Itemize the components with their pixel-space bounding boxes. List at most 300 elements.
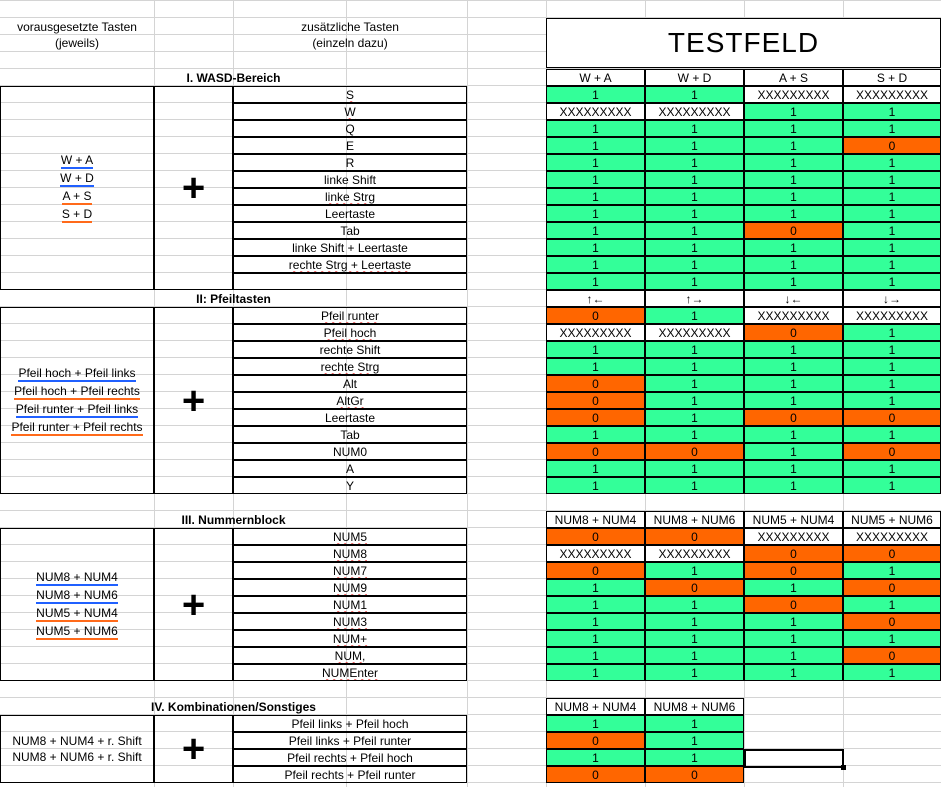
test-result-cell[interactable] bbox=[546, 392, 645, 409]
cell-text: ↓← bbox=[784, 291, 803, 306]
test-result-cell[interactable] bbox=[645, 324, 744, 341]
test-result-cell[interactable] bbox=[744, 358, 843, 375]
test-result-cell[interactable] bbox=[645, 579, 744, 596]
cell-text: NUM8 + NUM6 bbox=[653, 699, 736, 714]
cell-text: A bbox=[345, 461, 354, 476]
additional-key-cell bbox=[233, 137, 467, 154]
cell-text: NUMEnter bbox=[321, 665, 378, 680]
test-result-cell[interactable] bbox=[843, 239, 941, 256]
test-column-header bbox=[546, 290, 645, 307]
cell-text: zusätzliche Tasten bbox=[301, 20, 399, 34]
test-result-cell[interactable] bbox=[744, 409, 843, 426]
test-result-cell[interactable] bbox=[744, 477, 843, 494]
test-result-cell[interactable] bbox=[546, 715, 645, 732]
test-result-cell[interactable] bbox=[546, 256, 645, 273]
test-result-cell[interactable] bbox=[546, 154, 645, 171]
cell-text: 0 bbox=[790, 410, 797, 425]
test-result-cell[interactable] bbox=[645, 545, 744, 562]
test-result-cell[interactable] bbox=[843, 222, 941, 239]
test-result-cell[interactable] bbox=[843, 103, 941, 120]
test-result-cell[interactable] bbox=[645, 307, 744, 324]
cell-text: NUM8 + NUM4 bbox=[554, 699, 637, 714]
test-result-cell[interactable] bbox=[645, 375, 744, 392]
cell-text: W + D bbox=[677, 70, 712, 85]
cell-text: 1 bbox=[790, 665, 797, 680]
cell-text: 0 bbox=[888, 546, 896, 561]
cell-text: 1 bbox=[592, 87, 599, 102]
cell-text: linke Shift bbox=[323, 172, 377, 187]
cell-text: NUM5 + NUM4 bbox=[36, 605, 118, 620]
additional-key-cell bbox=[233, 103, 467, 120]
test-result-cell[interactable] bbox=[744, 392, 843, 409]
test-result-cell[interactable] bbox=[744, 205, 843, 222]
cell-text: 1 bbox=[592, 223, 599, 238]
test-result-cell[interactable] bbox=[843, 171, 941, 188]
cell-text: 1 bbox=[691, 206, 698, 221]
test-result-cell[interactable] bbox=[546, 732, 645, 749]
fill-handle[interactable] bbox=[841, 765, 846, 770]
additional-key-cell bbox=[233, 409, 467, 426]
test-result-cell[interactable] bbox=[546, 188, 645, 205]
test-result-cell[interactable] bbox=[645, 715, 744, 732]
test-result-cell[interactable] bbox=[843, 256, 941, 273]
cell-text: vorausgesetzte Tasten bbox=[17, 20, 137, 34]
cell-text: ↑← bbox=[586, 291, 605, 306]
test-result-cell[interactable] bbox=[546, 239, 645, 256]
test-result-cell[interactable] bbox=[546, 477, 645, 494]
cell-text: 1 bbox=[691, 563, 698, 578]
cell-text: 1 bbox=[790, 614, 797, 629]
test-result-cell[interactable] bbox=[546, 579, 645, 596]
cell-text: 1 bbox=[691, 750, 698, 765]
test-result-cell[interactable] bbox=[546, 205, 645, 222]
additional-key-cell bbox=[233, 154, 467, 171]
cell-text: XXXXXXXXX bbox=[559, 104, 632, 119]
test-result-cell[interactable] bbox=[546, 137, 645, 154]
test-result-cell[interactable] bbox=[546, 409, 645, 426]
test-result-cell[interactable] bbox=[546, 613, 645, 630]
test-result-cell[interactable] bbox=[645, 358, 744, 375]
prerequisite-keys-box bbox=[0, 715, 154, 783]
cell-text: XXXXXXXXX bbox=[658, 325, 731, 340]
test-result-cell[interactable] bbox=[843, 409, 941, 426]
test-result-cell[interactable] bbox=[744, 103, 843, 120]
cell-text: W + A bbox=[579, 70, 612, 85]
test-result-cell[interactable] bbox=[645, 460, 744, 477]
test-result-cell[interactable] bbox=[546, 358, 645, 375]
cell-text: 1 bbox=[888, 274, 896, 289]
cell-text: XXXXXXXXX bbox=[559, 546, 632, 561]
cell-text: 1 bbox=[691, 376, 698, 391]
test-result-cell[interactable] bbox=[645, 613, 744, 630]
test-result-cell[interactable] bbox=[546, 324, 645, 341]
test-result-cell[interactable] bbox=[546, 426, 645, 443]
test-column-header bbox=[645, 69, 744, 86]
test-result-cell[interactable] bbox=[843, 120, 941, 137]
test-result-cell[interactable] bbox=[645, 477, 744, 494]
cell-text: 0 bbox=[790, 597, 797, 612]
cell-text: rechte Strg bbox=[320, 359, 380, 374]
additional-key-cell bbox=[233, 273, 467, 290]
test-result-cell[interactable] bbox=[744, 171, 843, 188]
cell-text: 0 bbox=[691, 529, 698, 544]
test-column-header bbox=[744, 290, 843, 307]
cell-text: 1 bbox=[691, 478, 698, 493]
cell-text: 0 bbox=[592, 563, 599, 578]
test-result-cell[interactable] bbox=[744, 579, 843, 596]
test-result-cell[interactable] bbox=[744, 120, 843, 137]
test-result-cell[interactable] bbox=[744, 375, 843, 392]
cell-text: NUM8 bbox=[332, 546, 367, 561]
test-result-cell[interactable] bbox=[744, 137, 843, 154]
test-result-cell[interactable] bbox=[546, 528, 645, 545]
test-result-cell[interactable] bbox=[843, 477, 941, 494]
test-result-cell[interactable] bbox=[546, 630, 645, 647]
additional-key-cell bbox=[233, 596, 467, 613]
test-result-cell[interactable] bbox=[843, 188, 941, 205]
cell-text: 1 bbox=[790, 580, 797, 595]
test-result-cell[interactable] bbox=[843, 205, 941, 222]
test-result-cell[interactable] bbox=[744, 239, 843, 256]
cell-text: Pfeil rechts + Pfeil hoch bbox=[287, 750, 413, 765]
cell-text: 1 bbox=[888, 189, 896, 204]
cell-text: 0 bbox=[592, 529, 599, 544]
test-result-cell[interactable] bbox=[843, 341, 941, 358]
test-result-cell[interactable] bbox=[744, 528, 843, 545]
test-result-cell[interactable] bbox=[546, 222, 645, 239]
cell-text: 1 bbox=[691, 342, 698, 357]
test-result-cell[interactable] bbox=[843, 358, 941, 375]
test-result-cell[interactable] bbox=[546, 86, 645, 103]
test-result-cell[interactable] bbox=[546, 562, 645, 579]
cell-text: 1 bbox=[691, 189, 698, 204]
test-result-cell[interactable] bbox=[645, 273, 744, 290]
cell-text: 1 bbox=[888, 342, 896, 357]
test-result-cell[interactable] bbox=[843, 307, 941, 324]
cell-text: 1 bbox=[888, 172, 896, 187]
cell-text: NUM1 bbox=[332, 597, 367, 612]
additional-key-cell bbox=[233, 188, 467, 205]
test-result-cell[interactable] bbox=[744, 630, 843, 647]
test-result-cell[interactable] bbox=[645, 596, 744, 613]
test-result-cell[interactable] bbox=[645, 562, 744, 579]
cell-text: NUM5 bbox=[332, 529, 367, 544]
cell-text: 1 bbox=[691, 138, 698, 153]
header-additional-keys bbox=[233, 18, 467, 52]
cell-text: 1 bbox=[888, 665, 896, 680]
test-result-cell[interactable] bbox=[843, 545, 941, 562]
test-result-cell[interactable] bbox=[645, 256, 744, 273]
cell-text: linke Strg bbox=[324, 189, 376, 204]
test-column-header bbox=[645, 511, 744, 528]
cell-text: AltGr bbox=[336, 393, 364, 408]
test-result-cell[interactable] bbox=[546, 545, 645, 562]
cell-text: Q bbox=[345, 121, 355, 136]
additional-key-cell bbox=[233, 205, 467, 222]
test-result-cell[interactable] bbox=[645, 205, 744, 222]
test-result-cell[interactable] bbox=[744, 545, 843, 562]
test-result-cell[interactable] bbox=[744, 256, 843, 273]
cell-text: 1 bbox=[790, 189, 797, 204]
cell-text: NUM+ bbox=[332, 631, 368, 646]
test-result-cell[interactable] bbox=[744, 460, 843, 477]
cell-text: Pfeil links + Pfeil runter bbox=[288, 733, 412, 748]
test-result-cell[interactable] bbox=[546, 460, 645, 477]
test-result-cell[interactable] bbox=[546, 171, 645, 188]
test-result-cell[interactable] bbox=[645, 409, 744, 426]
cell-text: 1 bbox=[592, 359, 599, 374]
test-result-cell[interactable] bbox=[744, 86, 843, 103]
cell-text: 0 bbox=[691, 580, 698, 595]
cell-text: ↑→ bbox=[685, 291, 704, 306]
prerequisite-keys-box bbox=[0, 307, 154, 494]
cell-text: 1 bbox=[691, 461, 698, 476]
cell-text: XXXXXXXXX bbox=[757, 87, 830, 102]
test-result-cell[interactable] bbox=[843, 154, 941, 171]
cell-text: R bbox=[345, 155, 355, 170]
cell-text: 0 bbox=[888, 648, 896, 663]
test-result-cell[interactable] bbox=[843, 443, 941, 460]
cell-text: 1 bbox=[888, 155, 896, 170]
additional-key-cell bbox=[233, 375, 467, 392]
cell-text: XXXXXXXXX bbox=[757, 308, 830, 323]
section-title bbox=[0, 698, 467, 715]
test-result-cell[interactable] bbox=[645, 171, 744, 188]
test-column-header bbox=[546, 69, 645, 86]
cell-text: NUM8 + NUM6 bbox=[653, 512, 736, 527]
cell-text: 0 bbox=[888, 580, 896, 595]
cell-text: Pfeil links + Pfeil hoch bbox=[291, 716, 409, 731]
selected-cell[interactable] bbox=[744, 749, 844, 768]
cell-text: Alt bbox=[342, 376, 357, 391]
cell-text: I. WASD-Bereich bbox=[186, 70, 281, 85]
additional-key-cell bbox=[233, 732, 467, 749]
test-result-cell[interactable] bbox=[645, 103, 744, 120]
cell-text: 0 bbox=[888, 138, 896, 153]
prerequisite-keys-box bbox=[0, 528, 154, 681]
test-result-cell[interactable] bbox=[645, 630, 744, 647]
test-result-cell[interactable] bbox=[645, 341, 744, 358]
cell-text: 1 bbox=[592, 206, 599, 221]
cell-text: 1 bbox=[888, 427, 896, 442]
cell-text: 0 bbox=[691, 444, 698, 459]
cell-text: XXXXXXXXX bbox=[855, 529, 929, 544]
test-result-cell[interactable] bbox=[546, 273, 645, 290]
cell-text: 0 bbox=[592, 376, 599, 391]
cell-text: 1 bbox=[691, 665, 698, 680]
test-result-cell[interactable] bbox=[843, 137, 941, 154]
cell-text: 1 bbox=[790, 206, 797, 221]
test-result-cell[interactable] bbox=[843, 375, 941, 392]
cell-text: 1 bbox=[888, 104, 896, 119]
test-result-cell[interactable] bbox=[546, 664, 645, 681]
cell-text: S + D bbox=[61, 207, 93, 221]
test-result-cell[interactable] bbox=[744, 443, 843, 460]
cell-text: 1 bbox=[790, 121, 797, 136]
test-result-cell[interactable] bbox=[744, 562, 843, 579]
cell-text: 1 bbox=[888, 631, 896, 646]
test-result-cell[interactable] bbox=[843, 324, 941, 341]
additional-key-cell bbox=[233, 562, 467, 579]
test-result-cell[interactable] bbox=[744, 596, 843, 613]
cell-text: Pfeil runter + Pfeil rechts bbox=[11, 419, 143, 434]
test-result-cell[interactable] bbox=[645, 154, 744, 171]
test-result-cell[interactable] bbox=[843, 579, 941, 596]
test-result-cell[interactable] bbox=[843, 630, 941, 647]
additional-key-cell bbox=[233, 647, 467, 664]
test-column-header bbox=[546, 698, 645, 715]
test-result-cell[interactable] bbox=[546, 443, 645, 460]
cell-text: 1 bbox=[592, 172, 599, 187]
additional-key-cell bbox=[233, 443, 467, 460]
test-result-cell[interactable] bbox=[546, 103, 645, 120]
cell-text: 1 bbox=[592, 189, 599, 204]
cell-text: 1 bbox=[888, 393, 896, 408]
cell-text: 0 bbox=[790, 223, 797, 238]
cell-text: Y bbox=[345, 478, 354, 493]
cell-text: TESTFELD bbox=[667, 27, 820, 58]
additional-key-cell bbox=[233, 120, 467, 137]
cell-text: 1 bbox=[888, 206, 896, 221]
test-result-cell[interactable] bbox=[546, 375, 645, 392]
test-result-cell[interactable] bbox=[843, 392, 941, 409]
test-result-cell[interactable] bbox=[744, 222, 843, 239]
test-result-cell[interactable] bbox=[843, 562, 941, 579]
cell-text: Pfeil hoch bbox=[323, 325, 377, 340]
test-result-cell[interactable] bbox=[645, 664, 744, 681]
test-result-cell[interactable] bbox=[645, 137, 744, 154]
cell-text: 1 bbox=[790, 444, 797, 459]
test-result-cell[interactable] bbox=[843, 613, 941, 630]
cell-text: 1 bbox=[790, 631, 797, 646]
test-result-cell[interactable] bbox=[546, 341, 645, 358]
test-result-cell[interactable] bbox=[645, 222, 744, 239]
test-result-cell[interactable] bbox=[843, 86, 941, 103]
cell-text: 1 bbox=[888, 325, 896, 340]
section-title bbox=[0, 69, 467, 86]
cell-text: 1 bbox=[790, 138, 797, 153]
test-result-cell[interactable] bbox=[843, 426, 941, 443]
test-column-header bbox=[744, 69, 843, 86]
cell-text: XXXXXXXXX bbox=[855, 308, 929, 323]
cell-text: rechte Strg + Leertaste bbox=[288, 257, 412, 272]
test-result-cell[interactable] bbox=[645, 239, 744, 256]
test-result-cell[interactable] bbox=[645, 86, 744, 103]
test-result-cell[interactable] bbox=[645, 188, 744, 205]
cell-text: 1 bbox=[790, 359, 797, 374]
cell-text: S + D bbox=[876, 70, 908, 85]
test-result-cell[interactable] bbox=[645, 647, 744, 664]
additional-key-cell bbox=[233, 749, 467, 766]
test-result-cell[interactable] bbox=[645, 749, 744, 766]
cell-text: 1 bbox=[790, 172, 797, 187]
cell-text: 1 bbox=[691, 87, 698, 102]
cell-text: 0 bbox=[592, 767, 599, 782]
test-result-cell[interactable] bbox=[546, 120, 645, 137]
cell-text: Tab bbox=[340, 427, 360, 442]
cell-text: 1 bbox=[790, 393, 797, 408]
cell-text: NUM8 + NUM6 bbox=[36, 587, 118, 602]
cell-text: NUM8 + NUM4 + r. Shift bbox=[12, 734, 142, 748]
test-result-cell[interactable] bbox=[744, 647, 843, 664]
test-result-cell[interactable] bbox=[645, 766, 744, 783]
test-result-cell[interactable] bbox=[744, 613, 843, 630]
test-result-cell[interactable] bbox=[744, 307, 843, 324]
cell-text: S bbox=[345, 87, 354, 102]
test-result-cell[interactable] bbox=[645, 426, 744, 443]
test-result-cell[interactable] bbox=[645, 528, 744, 545]
cell-text: 1 bbox=[592, 597, 599, 612]
test-result-cell[interactable] bbox=[843, 596, 941, 613]
test-result-cell[interactable] bbox=[744, 664, 843, 681]
section-title bbox=[0, 290, 467, 307]
test-result-cell[interactable] bbox=[546, 307, 645, 324]
plus-sign bbox=[154, 528, 233, 681]
cell-text: Pfeil runter + Pfeil links bbox=[15, 401, 139, 416]
test-result-cell[interactable] bbox=[744, 341, 843, 358]
cell-text: XXXXXXXXX bbox=[658, 546, 731, 561]
test-result-cell[interactable] bbox=[744, 154, 843, 171]
cell-text: 1 bbox=[888, 376, 896, 391]
test-result-cell[interactable] bbox=[843, 460, 941, 477]
cell-text: 1 bbox=[691, 733, 698, 748]
test-column-header bbox=[645, 290, 744, 307]
cell-text: NUM8 + NUM4 bbox=[554, 512, 637, 527]
cell-text: 1 bbox=[888, 257, 896, 272]
cell-text: 1 bbox=[592, 240, 599, 255]
test-result-cell[interactable] bbox=[645, 732, 744, 749]
cell-text: 1 bbox=[790, 376, 797, 391]
cell-text: 1 bbox=[592, 427, 599, 442]
cell-text: NUM3 bbox=[332, 614, 367, 629]
test-result-cell[interactable] bbox=[843, 664, 941, 681]
cell-text: 1 bbox=[790, 478, 797, 493]
additional-key-cell bbox=[233, 324, 467, 341]
test-result-cell[interactable] bbox=[744, 426, 843, 443]
cell-text: + bbox=[181, 727, 206, 771]
test-result-cell[interactable] bbox=[843, 647, 941, 664]
test-result-cell[interactable] bbox=[645, 392, 744, 409]
additional-key-cell bbox=[233, 579, 467, 596]
test-result-cell[interactable] bbox=[546, 766, 645, 783]
additional-key-cell bbox=[233, 477, 467, 494]
cell-text: XXXXXXXXX bbox=[757, 529, 830, 544]
test-result-cell[interactable] bbox=[546, 749, 645, 766]
test-result-cell[interactable] bbox=[645, 443, 744, 460]
prerequisite-keys-box bbox=[0, 86, 154, 290]
test-result-cell[interactable] bbox=[843, 528, 941, 545]
test-result-cell[interactable] bbox=[645, 120, 744, 137]
plus-sign bbox=[154, 307, 233, 494]
test-result-cell[interactable] bbox=[843, 273, 941, 290]
cell-text: IV. Kombinationen/Sonstiges bbox=[151, 699, 316, 714]
test-result-cell[interactable] bbox=[744, 273, 843, 290]
test-result-cell[interactable] bbox=[744, 324, 843, 341]
additional-key-cell bbox=[233, 239, 467, 256]
cell-text: 1 bbox=[592, 665, 599, 680]
cell-text: 1 bbox=[592, 274, 599, 289]
cell-text: W + A bbox=[60, 153, 94, 167]
plus-sign bbox=[154, 715, 233, 783]
test-result-cell[interactable] bbox=[546, 647, 645, 664]
test-result-cell[interactable] bbox=[546, 596, 645, 613]
cell-text: 0 bbox=[888, 614, 896, 629]
cell-text: NUM5 + NUM6 bbox=[851, 512, 933, 527]
cell-text: 1 bbox=[790, 257, 797, 272]
test-result-cell[interactable] bbox=[744, 188, 843, 205]
cell-text: 1 bbox=[790, 461, 797, 476]
cell-text: 1 bbox=[790, 104, 797, 119]
